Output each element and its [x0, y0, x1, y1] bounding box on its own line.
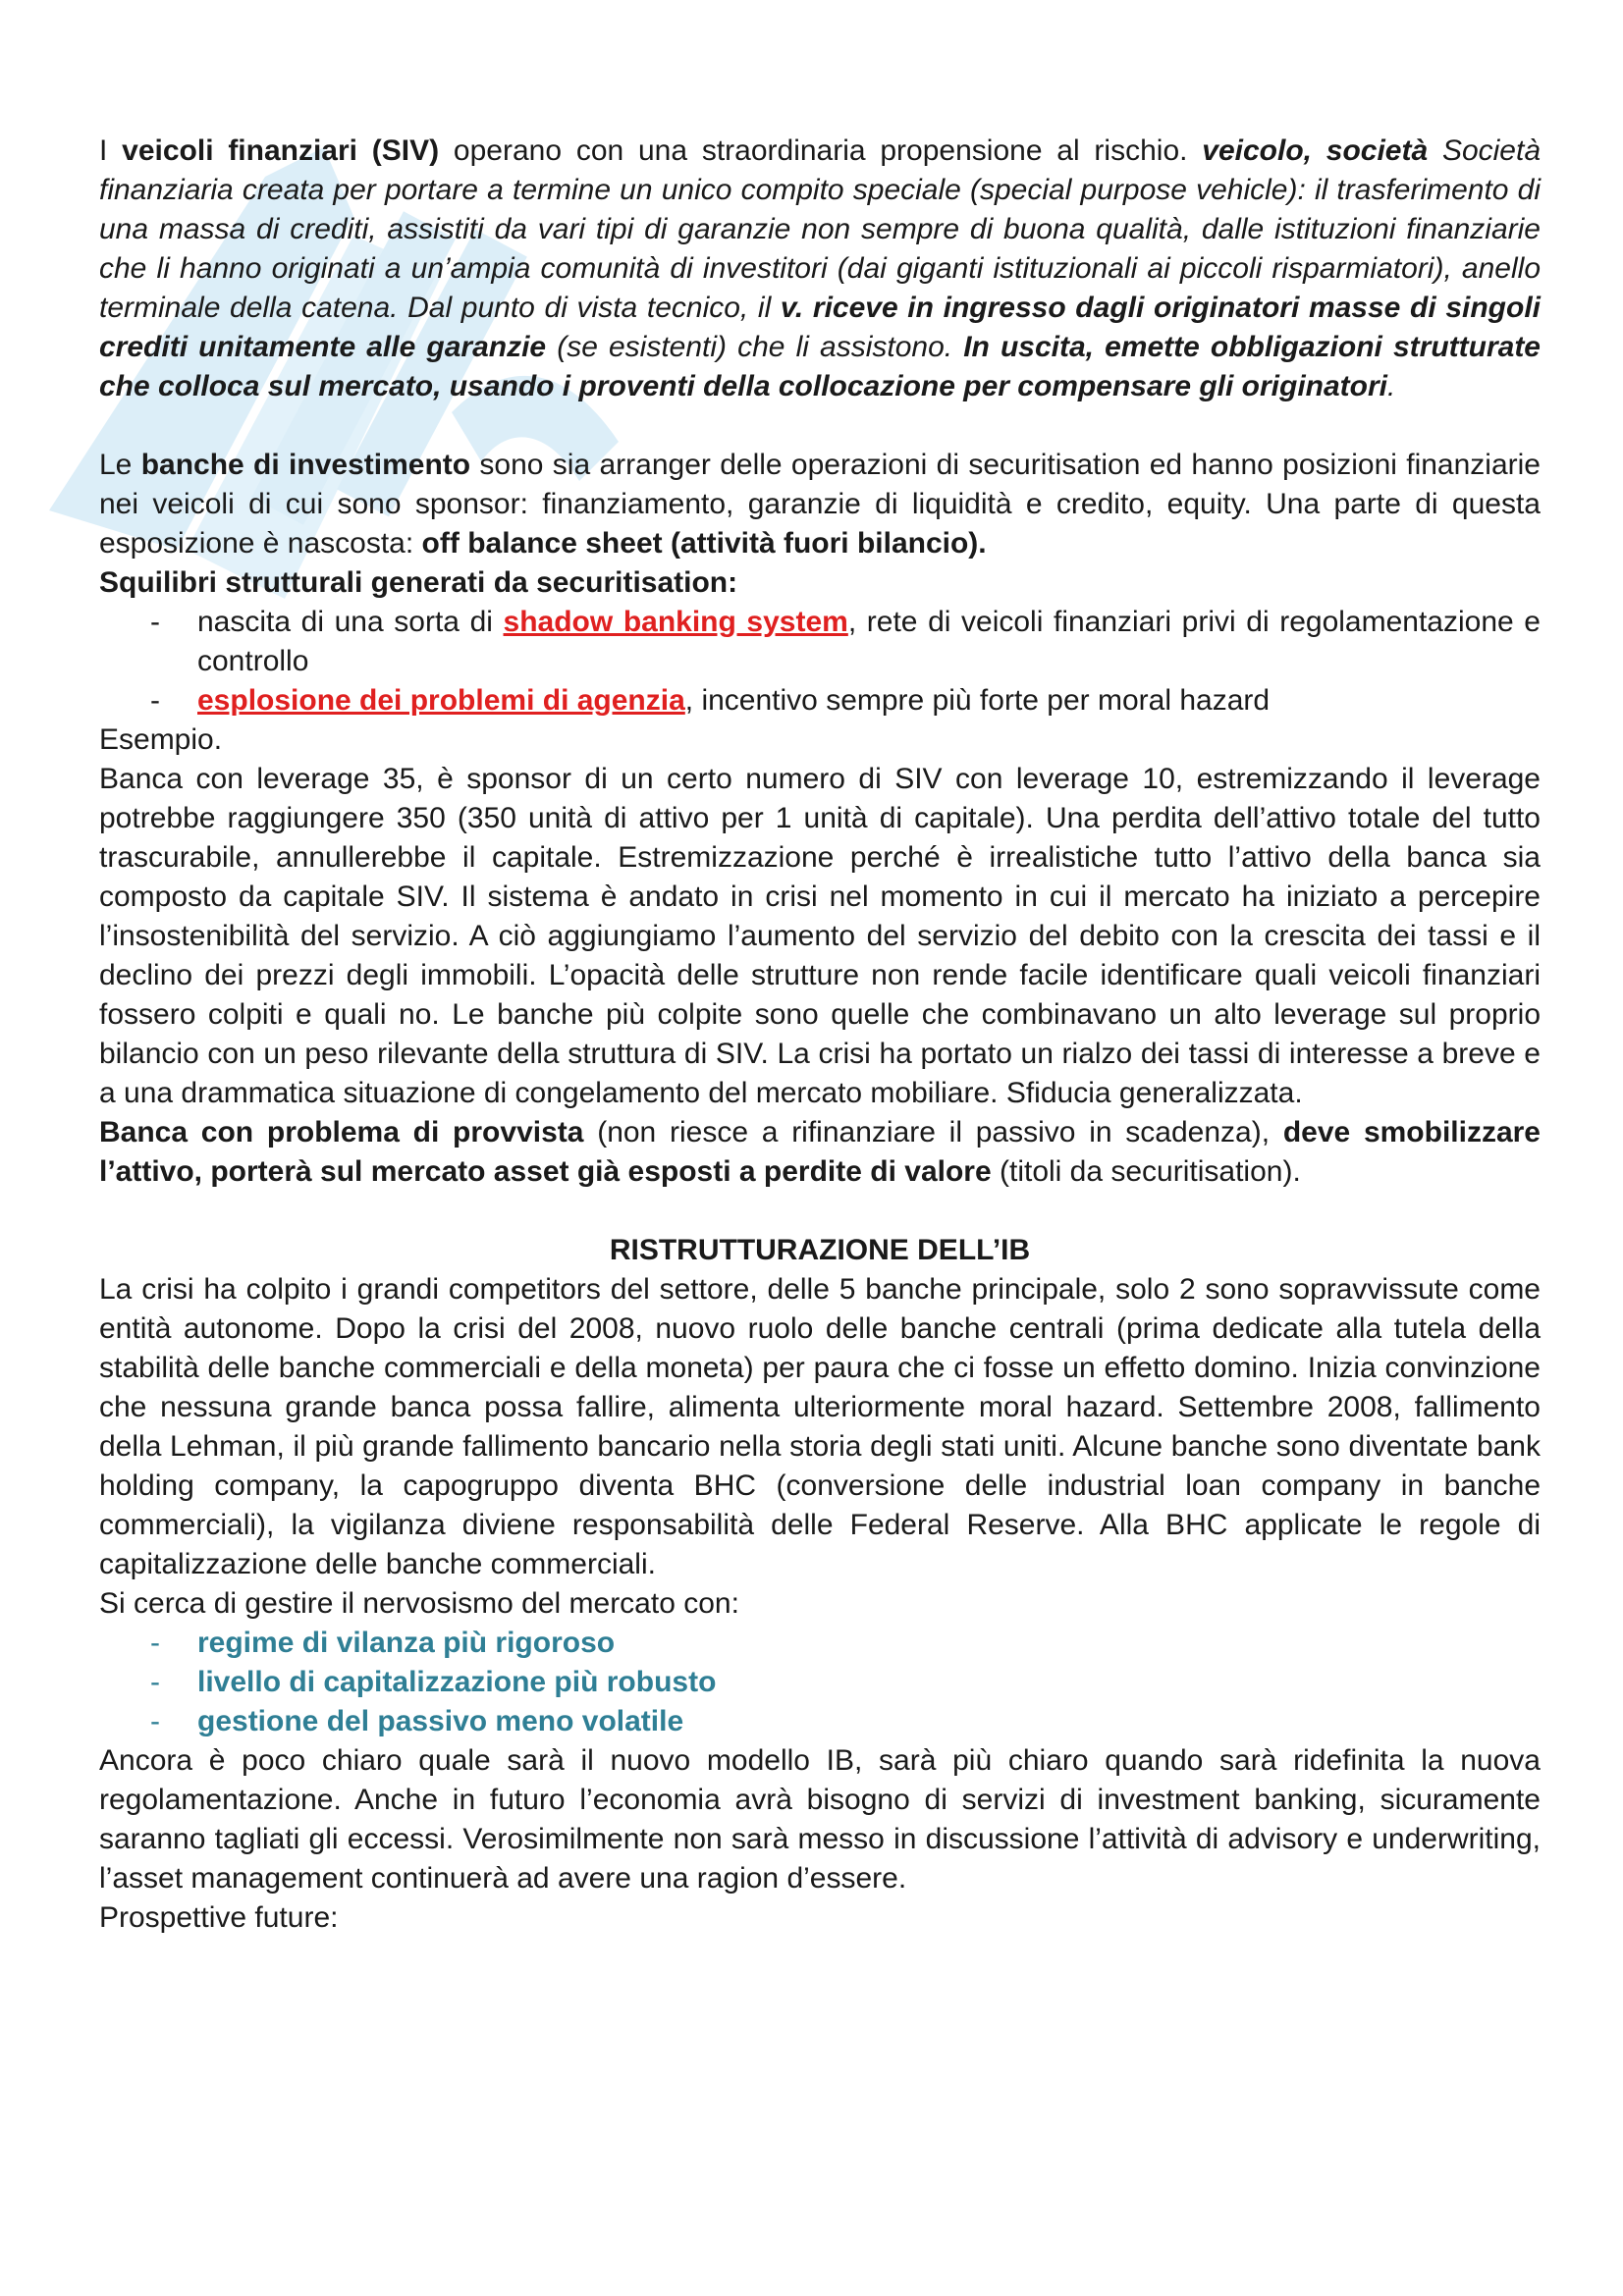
p1-italic-1: Società finanziaria creata per portare a termine un unico compito speciale (special purpose vehicle): il trasferimento di una massa di crediti, assistiti da vari tipi di garanzie non sempre di buona qualità, dalle istituzioni finanziarie che li hanno originati a un’ampia comunità di investitori (dai giganti istituzionali ai piccoli risparmiatori), anello terminale della catena. Dal punto di vista tecnico, il — [99, 134, 1542, 324]
p4-text-2: (titoli da securitisation). — [991, 1155, 1301, 1188]
paragraph-banche-investimento — [99, 446, 1541, 563]
section-title: RISTRUTTURAZIONE DELL’IB — [609, 1234, 1031, 1266]
list-item-text-post: , rete di veicoli finanziari privi di regolamentazione e controllo — [197, 606, 1541, 677]
paragraph-leverage: Banca con leverage 35, è sponsor di un certo numero di SIV con leverage 10, estremizzando il leverage potrebbe raggiungere 350 (350 unità di attivo per 1 unità di capitale). Una perdita dell’attivo totale del tutto trascurabile, annullerebbe il capitale. Estremizzazione perché è irrealistiche tutto l’attivo della banca sia composto da capitale SIV. Il sistema è andato in crisi nel momento in cui il mercato ha iniziato a percepire l’insostenibilità del servizio. A ciò aggiungiamo l’aumento del servizio del debito con la crescita dei tassi e il declino dei prezzi degli immobili. L’opacità delle strutture non rende facile identificare quali veicoli finanziari fossero colpiti e quali no. Le banche più colpite sono quelle che combinavano un alto leverage sul proprio bilancio con un peso rilevante della struttura di SIV. La crisi ha portato un rialzo dei tassi di interesse a breve e a una drammatica situazione di congelamento del mercato mobiliare. Sfiducia generalizzata. — [99, 763, 1541, 1109]
list-item-text: regime di vilanza più rigoroso — [197, 1627, 616, 1659]
p1-text-2: operano con una straordinaria propensione al rischio. — [439, 134, 1203, 167]
paragraph-prospettive: Prospettive future: — [99, 1901, 339, 1934]
squilibri-heading — [99, 563, 1541, 603]
list-item — [99, 1702, 1541, 1741]
squilibri-list — [99, 603, 1541, 721]
dash-bullet: - — [150, 606, 160, 638]
list-item — [99, 681, 1541, 721]
p1-bold-italic-1: veicolo, società — [1202, 134, 1429, 167]
list-item — [99, 1663, 1541, 1702]
paragraph-nervosismo: Si cerca di gestire il nervosismo del mercato con: — [99, 1587, 739, 1620]
p1-bold-italic-3: In uscita, emette obbligazioni strutturate che colloca sul mercato, usando i proventi della collocazione per compensare gli originatori — [99, 331, 1541, 402]
misure-list — [99, 1624, 1541, 1741]
dash-bullet: - — [150, 684, 160, 717]
dash-bullet: - — [150, 1666, 160, 1698]
list-item — [99, 1624, 1541, 1663]
p2-bold-1: banche di investimento — [140, 449, 471, 481]
list-item — [99, 603, 1541, 681]
p1-bold-italic-2: v. riceve in ingresso dagli originatori masse di singoli crediti unitamente alle garanzie — [99, 292, 1541, 363]
p2-text-2: sono sia arranger delle operazioni di securitisation ed hanno posizioni finanziarie nei veicoli di cui sono sponsor: finanziamento, garanzie di liquidità e credito, equity. Una parte di questa esposizione è nascosta: — [99, 449, 1541, 560]
paragraph-crisi: La crisi ha colpito i grandi competitors del settore, delle 5 banche principale, solo 2 sono sopravvissute come entità autonome. Dopo la crisi del 2008, nuovo ruolo delle banche centrali (prima dedicate alla tutela della stabilità delle banche commerciali e della moneta) per paura che ci fosse un effetto domino. Inizia convinzione che nessuna grande banca possa fallire, alimenta ulteriormente moral hazard. Settembre 2008, fallimento della Lehman, il più grande fallimento bancario nella storia degli stati uniti. Alcune banche sono diventate bank holding company, la capogruppo diventa BHC (conversione delle industrial loan company in banche commerciali), la vigilanza diviene responsabilità delle Federal Reserve. Alla BHC applicate le regole di capitalizzazione delle banche commerciali. — [99, 1273, 1541, 1580]
squilibri-heading-text: Squilibri strutturali generati da securitisation: — [99, 566, 738, 599]
list-item-text-pre: nascita di una sorta di — [197, 606, 504, 638]
paragraph-provvista — [99, 1113, 1541, 1192]
paragraph-modello-ib: Ancora è poco chiaro quale sarà il nuovo modello IB, sarà più chiaro quando sarà ridefinita la nuova regolamentazione. Anche in futuro l’economia avrà bisogno di servizi di investment banking, sicuramente saranno tagliati gli eccessi. Verosimilmente non sarà messo in discussione l’attività di advisory e underwriting, l’asset management continuerà ad avere una ragion d’essere. — [99, 1744, 1541, 1895]
p1-italic-2: (se esistenti) che li assistono. — [546, 331, 964, 363]
p4-bold-2: deve smobilizzare l’attivo, porterà sul mercato asset già esposti a perdite di valore — [99, 1116, 1541, 1188]
problemi-agenzia-link[interactable]: esplosione dei problemi di agenzia — [197, 684, 685, 717]
shadow-banking-link[interactable]: shadow banking system — [503, 606, 848, 638]
esempio-label: Esempio. — [99, 723, 223, 756]
p2-text-1: Le — [99, 449, 141, 481]
list-item-text: livello di capitalizzazione più robusto — [197, 1666, 717, 1698]
p4-bold-1: Banca con problema di provvista — [99, 1116, 584, 1148]
p1-italic-3: . — [1387, 370, 1396, 402]
document-page — [99, 132, 1541, 1938]
list-item-text-post: , incentivo sempre più forte per moral hazard — [684, 684, 1271, 717]
dash-bullet: - — [150, 1627, 160, 1659]
p4-text-1: (non riesce a rifinanziare il passivo in scadenza), — [583, 1116, 1283, 1148]
p1-bold-siv: veicoli finanziari (SIV) — [122, 134, 440, 167]
dash-bullet: - — [150, 1705, 160, 1737]
paragraph-siv — [99, 132, 1541, 406]
p2-bold-2: off balance sheet (attività fuori bilancio). — [421, 527, 987, 560]
list-item-text: gestione del passivo meno volatile — [197, 1705, 684, 1737]
p1-text-1: I — [99, 134, 123, 167]
